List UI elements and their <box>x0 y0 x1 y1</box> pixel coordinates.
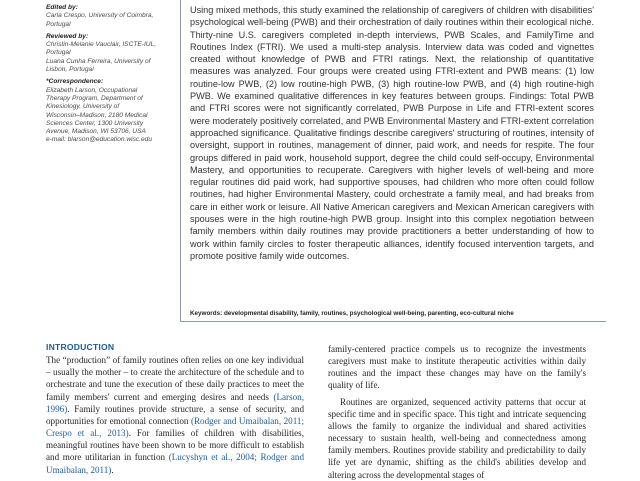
correspondence-line: Therapy Program, Department of <box>46 94 143 102</box>
citation-link[interactable]: (Rodger and Umaibalan, 2011; Crespo et al., 2013) <box>46 415 304 439</box>
correspondence-line: Elizabeth Larson, Occupational <box>46 86 138 94</box>
editor-line: Portugal <box>46 20 71 28</box>
abstract-text: Using mixed methods, this study examined the relationship of caregivers of children with disabilities' psychological well-being (PWB) and their orchestration of daily routines within their ecological niche. Thirty-nine U.S. caregivers completed in-depth interviews, PWB Scales, and FamilyTime and Routines Index (FTRI). We used a multi-step analysis. Interview data was coded and vignettes created without knowledge of PWB and FTRI ratings. Next, the relationship of quantitative measures was analyzed. Four groups were created using FTRI-extent and PWB means: (1) low routine-low PWB, (2) low routine-high PWB, (3) high routine-low PWB, and (4) high routine-high PWB. We examined qualitative differences in key features between groups. Findings: Total PWB and FTRI scores were not significantly correlated, PWB Purpose in Life and FTRI-extent scores were moderately positively correlated, and PWB Environmental Mastery and FTRI-extent correlation approached significance. Qualitative findings describe caregivers' structuring of routines, intensity of oversight, support in routines, management of dinner, paid work, and needs for respite. The four groups differed in paid work, household support, degree the child could self-occupy, Environmental Mastery, and opportunities to recuperate. Caregivers with higher levels of well-being and more regular routines did paid work, had supportive spouses, had children who more often could follow routines, had higher Environmental Mastery, could orchestrate a family meal, and had breaks from care in either work or leisure. All Native American caregivers and Mexican American caregivers with spouses were in the high routine-high PWB group. Insight into this complex negotiation between family members within daily routines may provide practitioners a better understanding of how to work within family circles to foster therapeutic alliances, identify focused intervention targets, and promote positive family wide outcomes. <box>190 5 594 261</box>
reviewed-by-block <box>46 33 174 74</box>
right-column <box>328 343 586 481</box>
correspondence-line: Wisconsin–Madison, 2180 Medical <box>46 111 148 119</box>
intro-text: . For families of children with disabilities, meaningful routines have been shown to be more difficult to establish and more utilitarian in function <box>46 428 304 463</box>
abstract <box>190 4 594 262</box>
intro-text: The “production” of family routines often relies on one key individual – usually the mother – to create the architecture of the schedule and to orchestrate and tune the execution of these daily practices to meet the family members' current and emerging desires and needs <box>46 355 304 402</box>
keywords: Keywords: developmental disability, family, routines, psychological well-being, parenting, eco-cultural niche <box>190 310 514 317</box>
correspondence-line: Avenue, Madison, WI 53706, USA <box>46 128 146 136</box>
correspondence-line: Kinesiology, University of <box>46 103 120 111</box>
reviewer-line: Lisbon, Portugal <box>46 66 94 74</box>
body-paragraph: family-centered practice compels us to recognize the investments caregivers must make to institute therapeutic activities within daily routines and the impact these changes may have on the family's quality of life. <box>328 344 586 391</box>
introduction-column <box>46 341 304 476</box>
correspondence-email[interactable]: e-mail: blarson@education.wisc.edu <box>46 136 153 144</box>
section-heading: INTRODUCTION <box>46 342 115 352</box>
reviewer-line: Luana Cunha Ferreira, University of <box>46 57 151 65</box>
intro-paragraph <box>46 354 304 476</box>
edited-by-block <box>46 4 174 29</box>
article-info-sidebar <box>46 4 174 149</box>
reviewed-by-heading: Reviewed by: <box>46 32 89 40</box>
reviewer-line: Portugal <box>46 49 71 57</box>
citation-link[interactable]: (Lucyshyn et al., 2004; Rodger and Umaibalan, 2011) <box>46 452 304 475</box>
citation-link[interactable]: (Larson, 1996) <box>46 391 304 414</box>
correspondence-block <box>46 78 174 144</box>
body-paragraph: Routines are organized, sequenced activity patterns that occur at specific time and in specific space. This tight and intricate sequencing allows the family to organize the individual and shared activities necessary to sustain health, well-being and connectedness among family members. Routines provide stability and predictability to daily life yet are dynamic, shifting as the child's abilities develop and altering across the developmental stages of <box>328 396 586 480</box>
correspondence-line: Sciences Center, 1300 University <box>46 119 144 127</box>
edited-by-heading: Edited by: <box>46 4 78 11</box>
correspondence-heading: *Correspondence: <box>46 78 104 86</box>
intro-text: . Family routines provide structure, a sense of security, and opportunities for emotional connection <box>46 403 304 426</box>
reviewer-line: Christin-Melanie Vauclair, ISCTE-IUL, <box>46 41 157 49</box>
intro-text: . <box>111 464 114 475</box>
editor-line: Carla Crespo, University of Coimbra, <box>46 12 154 20</box>
